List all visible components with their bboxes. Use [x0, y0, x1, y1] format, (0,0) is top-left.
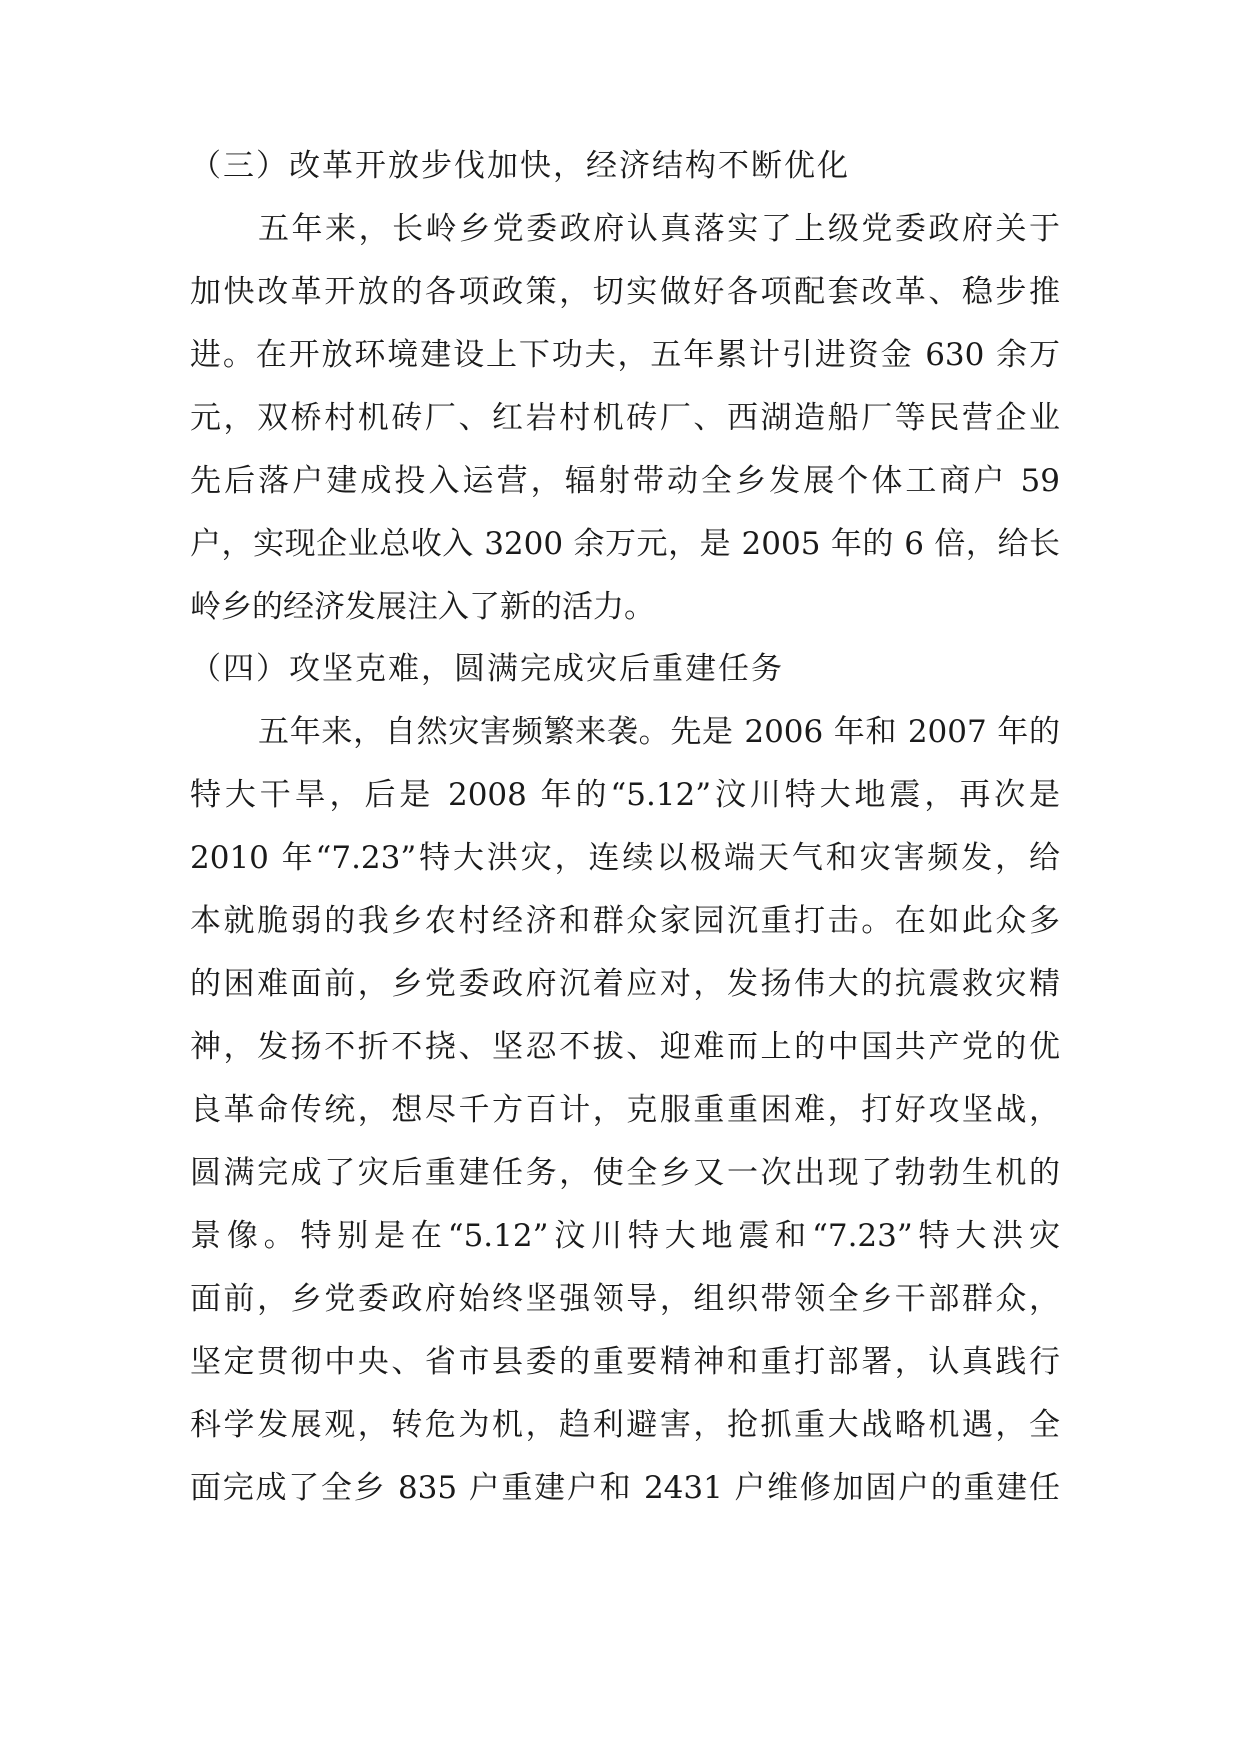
- paragraph-line: 2010 年“7.23”特大洪灾，连续以极端天气和灾害频发，给: [190, 840, 1060, 876]
- paragraph-line: 五年来，自然灾害频繁来袭。先是 2006 年和 2007 年的: [258, 714, 1060, 750]
- paragraph-line: 五年来，长岭乡党委政府认真落实了上级党委政府关于: [258, 211, 1060, 247]
- paragraph-line: 进。在开放环境建设上下功夫，五年累计引进资金 630 余万: [190, 337, 1060, 373]
- section-heading-3: （三）改革开放步伐加快，经济结构不断优化: [190, 148, 850, 184]
- section-heading-4: （四）攻坚克难，圆满完成灾后重建任务: [190, 651, 784, 687]
- paragraph-line: 景像。特别是在“5.12”汶川特大地震和“7.23”特大洪灾: [190, 1218, 1060, 1254]
- paragraph-line: 岭乡的经济发展注入了新的活力。: [190, 589, 655, 625]
- paragraph-line: 圆满完成了灾后重建任务，使全乡又一次出现了勃勃生机的: [190, 1155, 1060, 1191]
- paragraph-line: 先后落户建成投入运营，辐射带动全乡发展个体工商户 59: [190, 463, 1060, 499]
- paragraph-line: 面完成了全乡 835 户重建户和 2431 户维修加固户的重建任: [190, 1470, 1060, 1506]
- paragraph-line: 元，双桥村机砖厂、红岩村机砖厂、西湖造船厂等民营企业: [190, 400, 1060, 436]
- paragraph-line: 面前，乡党委政府始终坚强领导，组织带领全乡干部群众，: [190, 1281, 1060, 1317]
- paragraph-line: 特大干旱，后是 2008 年的“5.12”汶川特大地震，再次是: [190, 777, 1060, 813]
- paragraph-line: 的困难面前，乡党委政府沉着应对，发扬伟大的抗震救灾精: [190, 966, 1060, 1002]
- paragraph-line: 本就脆弱的我乡农村经济和群众家园沉重打击。在如此众多: [190, 903, 1060, 939]
- paragraph-line: 加快改革开放的各项政策，切实做好各项配套改革、稳步推: [190, 274, 1060, 310]
- paragraph-line: 坚定贯彻中央、省市县委的重要精神和重打部署，认真践行: [190, 1344, 1060, 1380]
- paragraph-line: 户，实现企业总收入 3200 余万元，是 2005 年的 6 倍，给长: [190, 526, 1060, 562]
- paragraph-line: 科学发展观，转危为机，趋利避害，抢抓重大战略机遇，全: [190, 1407, 1060, 1443]
- paragraph-line: 良革命传统，想尽千方百计，克服重重困难，打好攻坚战，: [190, 1092, 1060, 1128]
- paragraph-line: 神，发扬不折不挠、坚忍不拔、迎难而上的中国共产党的优: [190, 1029, 1060, 1065]
